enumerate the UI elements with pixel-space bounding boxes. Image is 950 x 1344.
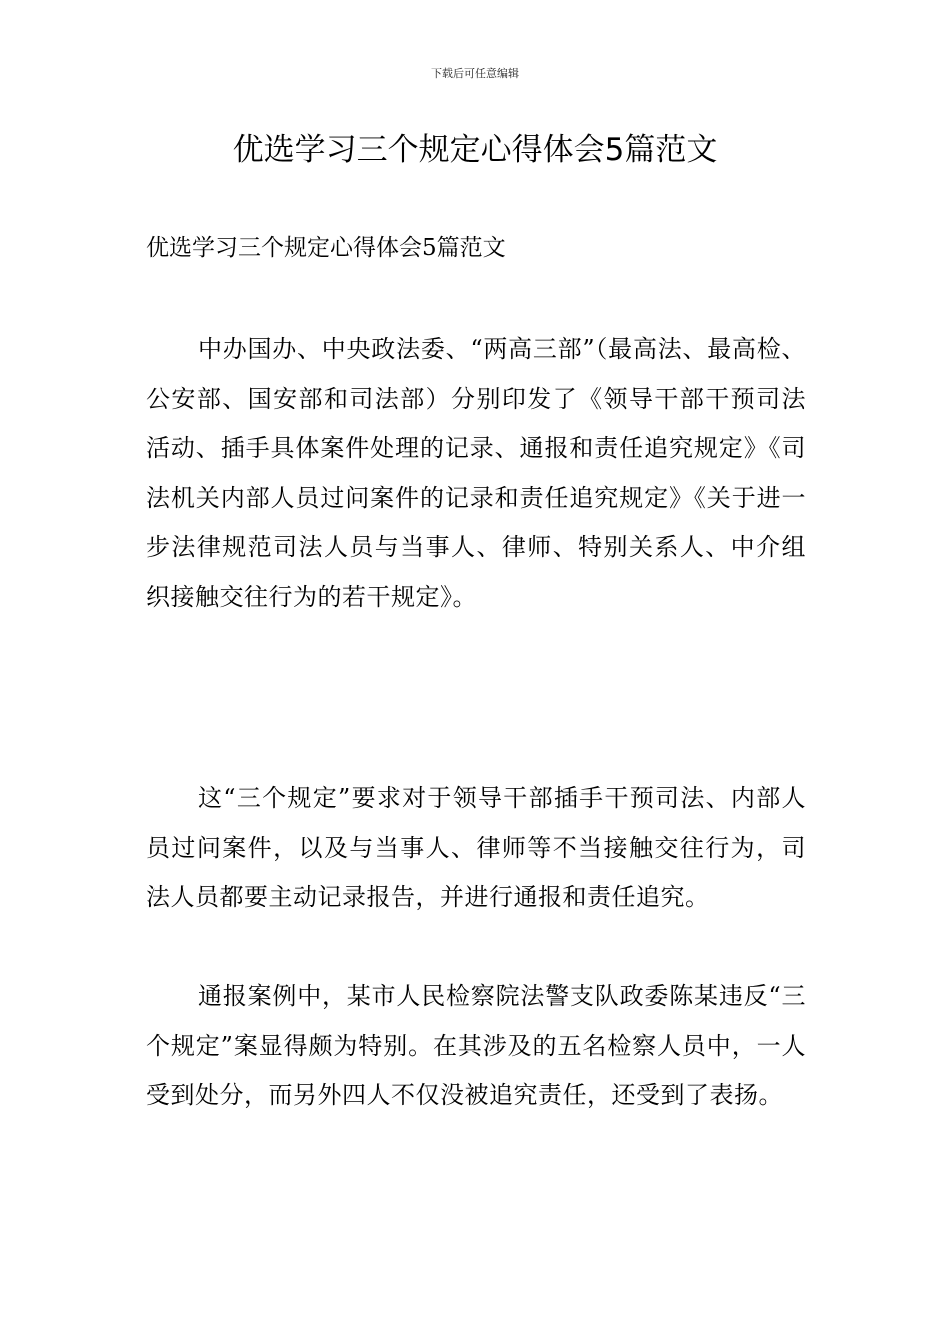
document-subtitle: 优选学习三个规定心得体会5篇范文 [146,235,506,261]
header-note: 下载后可任意编辑 [431,67,519,80]
paragraph-1: 中办国办、中央政法委、“两高三部”（最高法、最高检、公安部、国安部和司法部）分别印发了《领导干部干预司法活动、插手具体案件处理的记录、通报和责任追究规定》《司法机关内部人员过问案件的记录和责任追究规定》《关于进一步法律规范司法人员与当事人、律师、特别关系人、中介组织接触交往行为的若干规定》。 [146,335,806,611]
document-title: 优选学习三个规定心得体会5篇范文 [232,132,718,168]
paragraph-3: 通报案例中，某市人民检察院法警支队政委陈某违反“三个规定”案显得颇为特别。在其涉及的五名检察人员中，一人受到处分，而另外四人不仅没被追究责任，还受到了表扬。 [146,982,806,1109]
paragraph-2: 这“三个规定”要求对于领导干部插手干预司法、内部人员过问案件，以及与当事人、律师等不当接触交往行为，司法人员都要主动记录报告，并进行通报和责任追究。 [146,784,806,911]
